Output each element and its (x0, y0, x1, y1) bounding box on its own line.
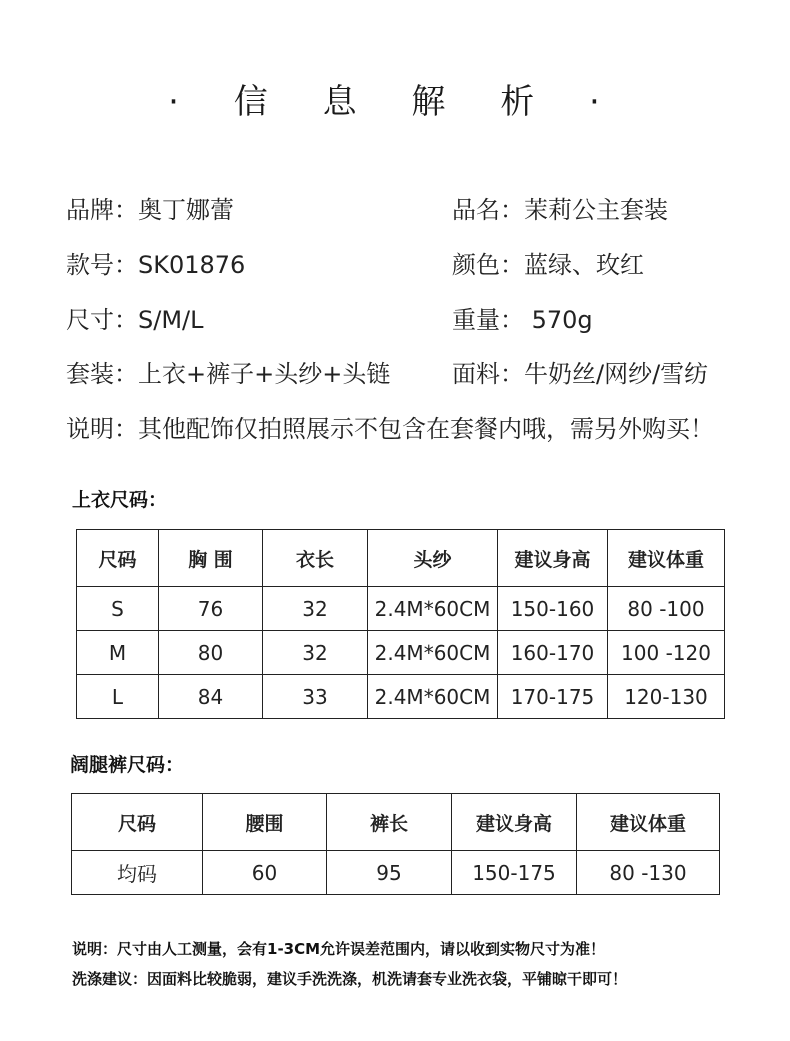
table-cell: 2.4M*60CM (368, 675, 498, 719)
table-cell: 160-170 (498, 631, 608, 675)
header-cell: 衣长 (263, 530, 368, 587)
table-cell: S (77, 587, 159, 631)
table-header-row (72, 794, 720, 851)
info-model: 款号：SK01876 (66, 251, 246, 279)
table-row (77, 675, 725, 719)
table-cell: 170-175 (498, 675, 608, 719)
table-row (72, 851, 720, 895)
info-weight: 重量： 570g (452, 306, 593, 334)
pants-size-title: 阔腿裤尺码： (70, 754, 185, 776)
table-cell: L (77, 675, 159, 719)
table-cell: 80 -130 (577, 851, 720, 895)
pants-size-table (71, 793, 720, 895)
page-title: · 信 息 解 析 · (168, 82, 622, 122)
table-cell: 76 (159, 587, 263, 631)
table-cell: 2.4M*60CM (368, 587, 498, 631)
table-cell: 80 -100 (608, 587, 725, 631)
header-cell: 建议身高 (498, 530, 608, 587)
header-cell: 裤长 (327, 794, 452, 851)
info-brand: 品牌：奥丁娜蕾 (66, 196, 234, 224)
info-product-name: 品名：茉莉公主套装 (452, 196, 668, 224)
table-cell: 33 (263, 675, 368, 719)
table-cell: M (77, 631, 159, 675)
header-cell: 建议身高 (452, 794, 577, 851)
header-cell: 腰围 (203, 794, 327, 851)
table-cell: 95 (327, 851, 452, 895)
footer-wash-advice: 洗涤建议：因面料比较脆弱，建议手洗洗涤，机洗请套专业洗衣袋，平铺晾干即可！ (72, 970, 628, 988)
top-size-title: 上衣尺码： (72, 489, 168, 511)
table-cell: 150-175 (452, 851, 577, 895)
top-size-table (76, 529, 725, 719)
header-cell: 尺码 (72, 794, 203, 851)
info-size: 尺寸：S/M/L (66, 306, 204, 334)
info-set: 套装：上衣+裤子+头纱+头链 (66, 360, 391, 388)
table-row (77, 631, 725, 675)
table-cell: 120-130 (608, 675, 725, 719)
info-note: 说明：其他配饰仅拍照展示不包含在套餐内哦，需另外购买！ (66, 415, 714, 443)
info-color: 颜色：蓝绿、玫红 (452, 251, 644, 279)
table-cell: 100 -120 (608, 631, 725, 675)
table-cell: 80 (159, 631, 263, 675)
table-cell: 2.4M*60CM (368, 631, 498, 675)
header-cell: 建议体重 (608, 530, 725, 587)
info-fabric: 面料：牛奶丝/网纱/雪纺 (452, 360, 709, 388)
header-cell: 头纱 (368, 530, 498, 587)
table-cell: 60 (203, 851, 327, 895)
table-cell: 150-160 (498, 587, 608, 631)
table-cell: 均码 (72, 851, 203, 895)
footer-note: 说明：尺寸由人工测量，会有1-3CM允许误差范围内，请以收到实物尺寸为准！ (72, 940, 606, 958)
table-header-row (77, 530, 725, 587)
header-cell: 建议体重 (577, 794, 720, 851)
table-cell: 32 (263, 631, 368, 675)
table-cell: 84 (159, 675, 263, 719)
header-cell: 胸 围 (159, 530, 263, 587)
header-cell: 尺码 (77, 530, 159, 587)
table-cell: 32 (263, 587, 368, 631)
table-row (77, 587, 725, 631)
